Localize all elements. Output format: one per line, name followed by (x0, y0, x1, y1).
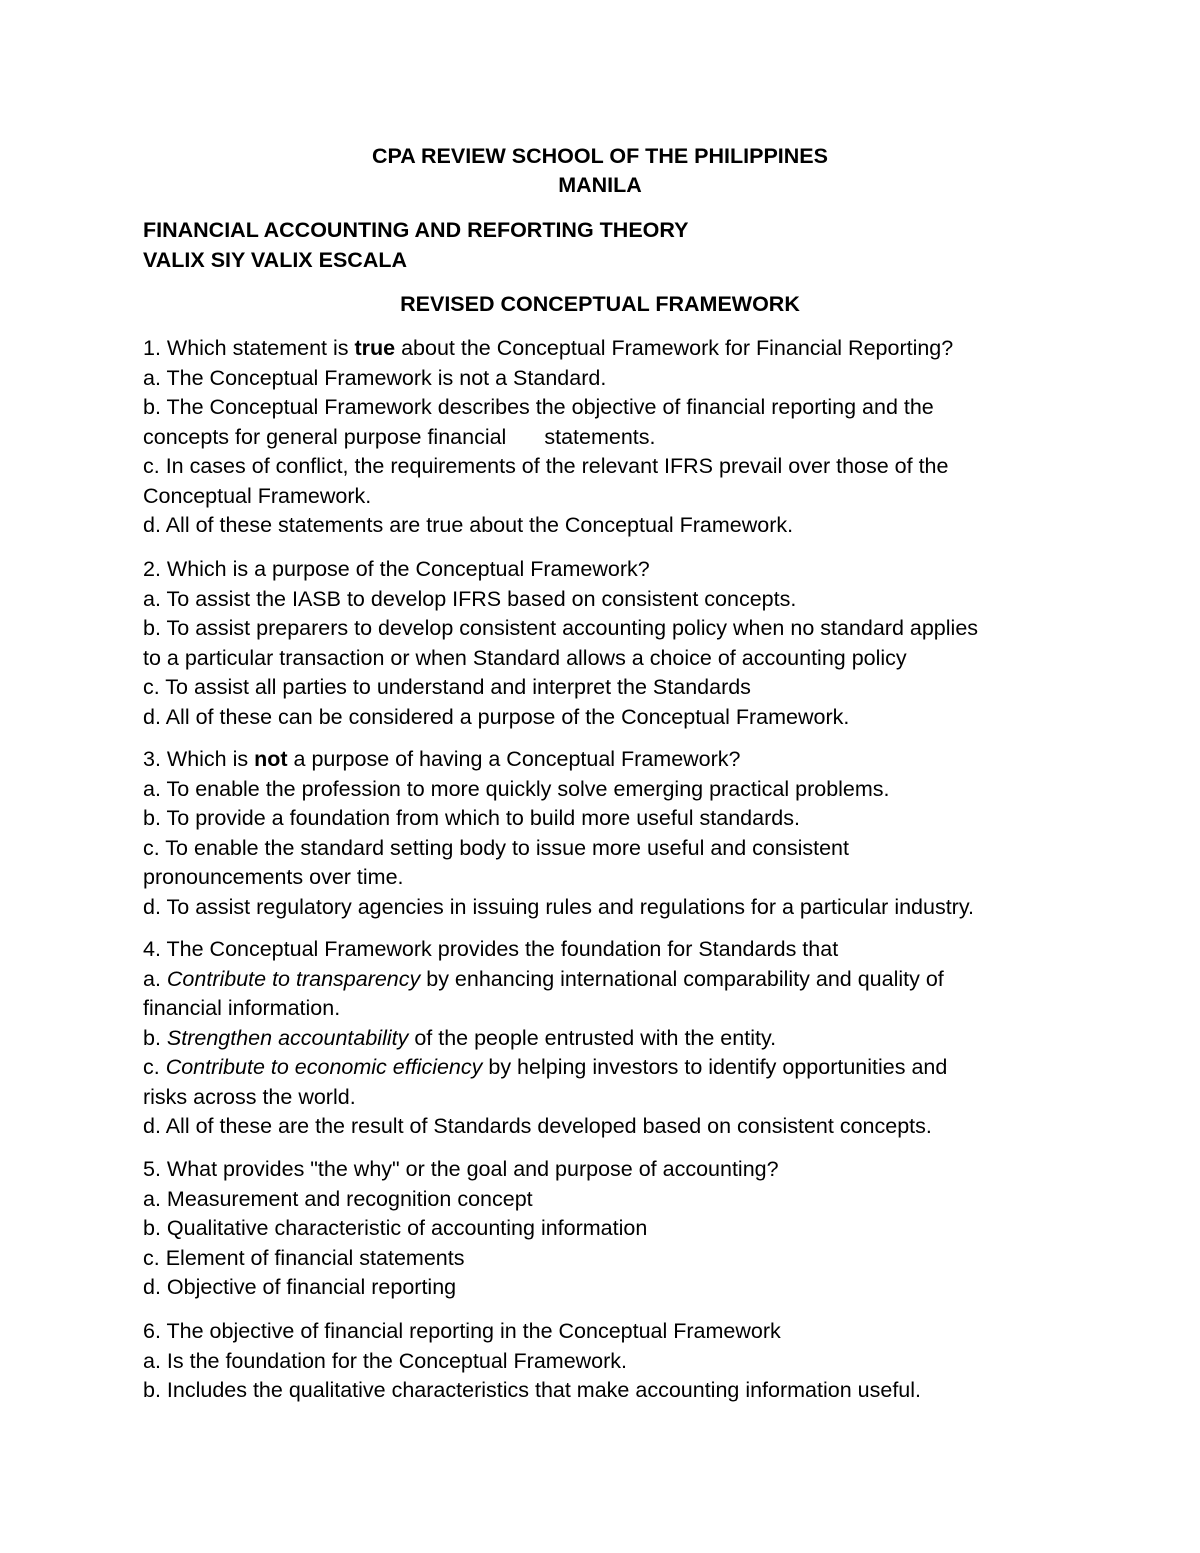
question-3-option-c-cont: pronouncements over time. (143, 865, 404, 889)
question-2-option-d: d. All of these can be considered a purpose of the Conceptual Framework. (143, 704, 850, 729)
question-5-option-b: b. Qualitative characteristic of accounting information (143, 1216, 648, 1240)
question-4-option-a-cont: financial information. (143, 996, 341, 1020)
topic-title: REVISED CONCEPTUAL FRAMEWORK (400, 292, 800, 316)
question-3 (143, 745, 1083, 922)
question-5 (143, 1155, 1083, 1303)
question-3-option-c: c. To enable the standard setting body to issue more useful and consistent (143, 835, 849, 860)
question-1-option-a: a. The Conceptual Framework is not a Standard. (143, 365, 607, 390)
question-3-option-a: a. To enable the profession to more quickly solve emerging practical problems. (143, 776, 890, 801)
question-1-option-c: c. In cases of conflict, the requirements of the relevant IFRS prevail over those of the (143, 454, 949, 478)
question-4-option-c-cont: risks across the world. (143, 1084, 356, 1109)
question-1-stem: 1. Which statement is true about the Conceptual Framework for Financial Reporting? (143, 336, 954, 360)
question-1-option-b-cont: concepts for general purpose financial statements. (143, 424, 656, 449)
question-5-option-a: a. Measurement and recognition concept (143, 1186, 533, 1211)
question-1-option-b: b. The Conceptual Framework describes the objective of financial reporting and the (143, 395, 934, 419)
question-4-option-c: c. Contribute to economic efficiency by helping investors to identify opportunities and (143, 1055, 948, 1079)
question-4-option-b: b. Strengthen accountability of the people entrusted with the entity. (143, 1025, 777, 1050)
question-4 (143, 935, 1083, 1142)
question-6-stem: 6. The objective of financial reporting in the Conceptual Framework (143, 1319, 781, 1343)
school-title: CPA REVIEW SCHOOL OF THE PHILIPPINES (372, 144, 828, 168)
course-title: FINANCIAL ACCOUNTING AND REFORTING THEORY (143, 218, 689, 242)
question-2-option-c: c. To assist all parties to understand and interpret the Standards (143, 675, 751, 699)
question-4-stem: 4. The Conceptual Framework provides the foundation for Standards that (143, 937, 839, 961)
question-4-option-d: d. All of these are the result of Standards developed based on consistent concepts. (143, 1114, 932, 1138)
emphasis-true: true (354, 336, 396, 360)
question-6-option-b: b. Includes the qualitative characteristics that make accounting information useful. (143, 1378, 921, 1402)
question-1-option-c-cont: Conceptual Framework. (143, 483, 372, 508)
question-6 (143, 1317, 1083, 1406)
question-5-option-c: c. Element of financial statements (143, 1245, 465, 1270)
school-city: MANILA (558, 173, 642, 197)
question-3-option-b: b. To provide a foundation from which to build more useful standards. (143, 806, 800, 830)
question-2 (143, 555, 1083, 732)
question-6-option-a: a. Is the foundation for the Conceptual Framework. (143, 1348, 628, 1373)
question-3-stem: 3. Which is not a purpose of having a Conceptual Framework? (143, 747, 741, 771)
question-1 (143, 334, 1083, 541)
question-2-option-b-cont: to a particular transaction or when Standard allows a choice of accounting policy (143, 645, 907, 670)
question-3-option-d: d. To assist regulatory agencies in issuing rules and regulations for a particular industry. (143, 894, 974, 919)
question-2-option-b: b. To assist preparers to develop consistent accounting policy when no standard applies (143, 616, 979, 640)
authors-line: VALIX SIY VALIX ESCALA (143, 248, 408, 272)
emphasis-not: not (254, 747, 288, 771)
question-1-option-d: d. All of these statements are true about the Conceptual Framework. (143, 513, 794, 537)
question-5-stem: 5. What provides "the why" or the goal and purpose of accounting? (143, 1157, 779, 1181)
question-2-option-a: a. To assist the IASB to develop IFRS based on consistent concepts. (143, 586, 797, 611)
question-4-option-a: a. Contribute to transparency by enhancing international comparability and quality of (143, 966, 944, 991)
question-5-option-d: d. Objective of financial reporting (143, 1275, 457, 1299)
question-2-stem: 2. Which is a purpose of the Conceptual Framework? (143, 557, 650, 581)
